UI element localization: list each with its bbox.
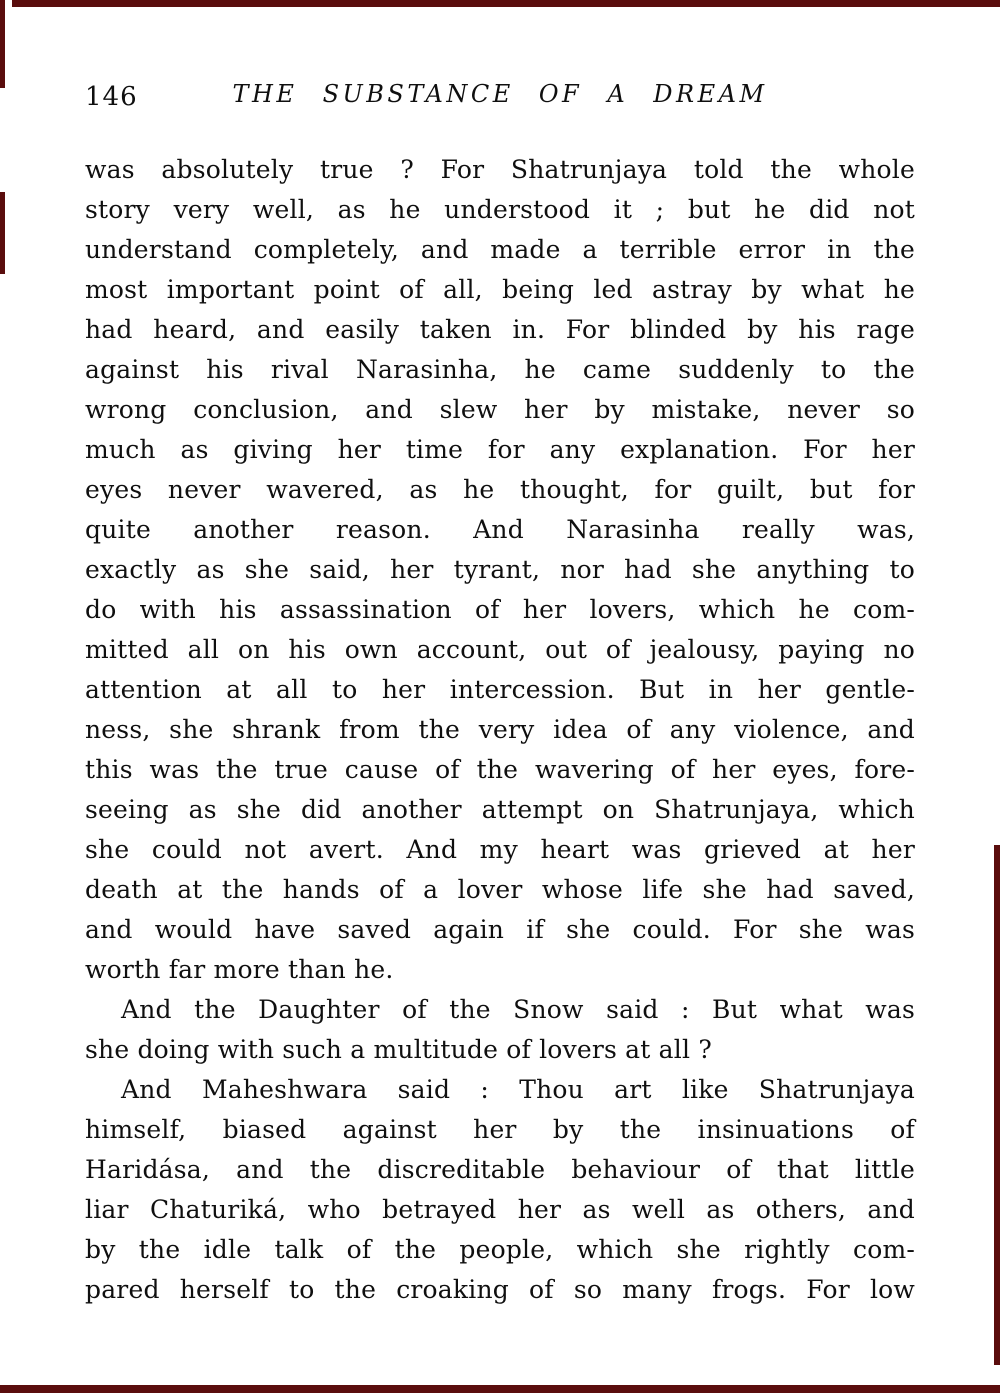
text-line: story very well, as he understood it ; but he did not [85,195,915,224]
text-line: do with his assassination of her lovers, which he com- [85,595,915,624]
scan-edge-artifact-bottom [0,1385,1000,1393]
text-line: much as giving her time for any explanation. For her [85,435,915,464]
running-title: THE SUBSTANCE OF A DREAM [232,80,768,108]
text-line: by the idle talk of the people, which she rightly com- [85,1235,915,1264]
text-line: was absolutely true ? For Shatrunjaya told the whole [85,155,915,184]
text-line: and would have saved again if she could. For she was [85,915,915,944]
text-line: pared herself to the croaking of so many frogs. For low [85,1275,915,1304]
running-head [85,80,915,114]
text-line: against his rival Narasinha, he came suddenly to the [85,355,915,384]
text-line: worth far more than he. [85,955,394,984]
paragraph [85,150,915,990]
text-line: death at the hands of a lover whose life she had saved, [85,875,915,904]
text-line: And the Daughter of the Snow said : But what was [121,995,915,1024]
text-line: seeing as she did another attempt on Shatrunjaya, which [85,795,915,824]
text-line: attention at all to her intercession. But in her gentle- [85,675,915,704]
text-line: liar Chaturiká, who betrayed her as well as others, and [85,1195,915,1224]
text-line: ness, she shrank from the very idea of any violence, and [85,715,915,744]
text-line: understand completely, and made a terrible error in the [85,235,915,264]
text-line: she doing with such a multitude of lovers at all ? [85,1035,712,1064]
text-line: quite another reason. And Narasinha really was, [85,515,915,544]
scan-edge-artifact-right [994,845,1000,1365]
text-line: And Maheshwara said : Thou art like Shatrunjaya [121,1075,915,1104]
text-line: Haridása, and the discreditable behaviour of that little [85,1155,915,1184]
paragraph [85,1070,915,1310]
text-line: exactly as she said, her tyrant, nor had she anything to [85,555,915,584]
page-number: 146 [85,82,138,112]
text-line: mitted all on his own account, out of jealousy, paying no [85,635,915,664]
scan-edge-artifact-top [12,0,1000,7]
text-line: she could not avert. And my heart was grieved at her [85,835,915,864]
text-line: eyes never wavered, as he thought, for guilt, but for [85,475,915,504]
scan-edge-artifact-left [0,192,5,274]
text-line: wrong conclusion, and slew her by mistake, never so [85,395,915,424]
paragraph [85,990,915,1070]
text-line: himself, biased against her by the insinuations of [85,1115,915,1144]
scan-edge-artifact-left [0,0,5,88]
text-line: most important point of all, being led astray by what he [85,275,915,304]
text-line: had heard, and easily taken in. For blinded by his rage [85,315,915,344]
text-line: this was the true cause of the wavering of her eyes, fore- [85,755,915,784]
page-body-text [85,150,915,1310]
